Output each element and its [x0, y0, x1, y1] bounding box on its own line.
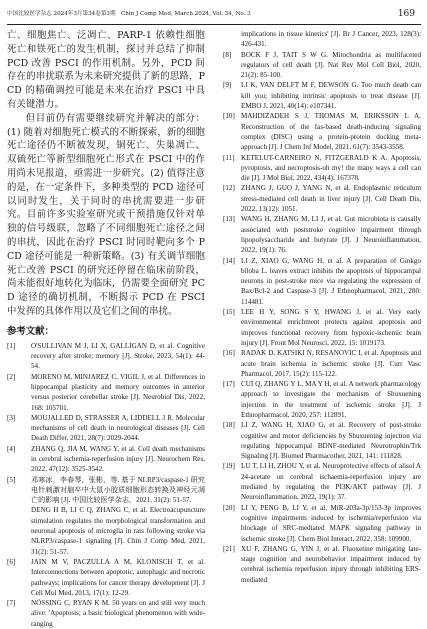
reference-text: O'SULLIVAN M J, LI X, GALLIGAN D, et al. Cognitive recovery after stroke; memory [J]. Stroke, 2023, 54(1): 44-54. — [31, 341, 205, 371]
reference-text: MORENO M, MINJAREZ C, VIGIL J, et al. Differences in hippocampal plasticity and memory outcomes in anterior versus posterior cerebellar stroke [J]. Neurobiol Dis, 2022, 168: 105701. — [31, 372, 205, 412]
reference-number: [14] — [223, 256, 235, 265]
reference-item — [223, 80, 421, 111]
reference-number: [1] — [7, 341, 16, 350]
reference-list-right — [223, 29, 421, 585]
reference-text: LI Z, WANG H, XIAO G, et al. Recovery of post-stroke cognitive and motor deficiencies by Shuxuening injection via regulating hippocampal BDNF-mediated Neurotrophin/Trk Signaling [J]. Biomed Pharmacother, 2021, 141: 111828. — [241, 421, 421, 461]
issue-info-zh: 2024年3月第34卷第3期 — [53, 11, 116, 17]
reference-text: RADAK D, KATSIKI N, RESANOVIC I, et al. Apoptosis and acute brain ischemia in ischemic stroke [J]. Curr Vasc Pharmacol, 2017, 15(2): 115-122. — [241, 349, 421, 378]
reference-item — [223, 153, 421, 184]
reference-text: ZHANG Q, JIA M, WANG Y, et al. Cell death mechanisms in cerebral ischemia-reperfusion injury [J]. Neurochem Res, 2022, 47(12): 3525-3542. — [31, 444, 205, 474]
reference-item — [223, 111, 421, 152]
reference-item — [223, 307, 421, 348]
right-column — [223, 29, 421, 585]
body-paragraph: 亡、细胞焦亡、泛凋亡、PARP-1 依赖性细胞死亡和铁死亡的发生机制，探讨并总结了抑制 PCD 改善 PSCI 的作用机制。另外，PCD 间存在的串扰联系为未来研究提供了新的思路，PCD 的精确调控可能是未来在治疗 PSCI 中具有关键潜力。 — [7, 30, 205, 110]
reference-text: ZHANG J, GUO J, YANG N, et al. Endoplasmic reticulum stress-mediated cell death in liver injury [J]. Cell Death Dis, 2022, 13(12): 1051. — [241, 184, 421, 214]
reference-number: [7] — [7, 599, 16, 608]
reference-item — [7, 444, 205, 475]
reference-text: MAHDIZADEH S J, THOMAS M, ERIKSSON L A. Reconstruction of the fas-based death-inducing signaling complex (DISC) using a protein-protein docking meta-approach [J]. J Chem Inf Model, 2021, 61(7): 3543-3558. — [241, 112, 421, 152]
reference-number: [21] — [223, 544, 235, 553]
reference-text: BOCK F J, TAIT S W G. Mitochondria as multifaceted regulators of cell death [J]. Nat Rev Mol Cell Biol, 2020, 21(2): 85-100. — [241, 50, 421, 80]
reference-item — [223, 214, 421, 255]
body-text — [7, 29, 205, 319]
reference-number: [9] — [223, 81, 232, 90]
reference-number: [12] — [223, 184, 235, 193]
reference-text: WANG H, ZHANG M, LI J, et al. Gut microbiota is causally associated with poststroke cognitive impairment through lipopolysaccharide and butyrate [J]. J Neuroinflammation, 2022, 19(1): 76. — [241, 215, 421, 255]
reference-text: KETELUT-CARNEIRO N, FITZGERALD K A. Apoptosis, pyroptosis, and necroptosis-oh my! the many ways a cell can die [J]. J Mol Biol, 2022, 434(4): 167378. — [241, 153, 421, 183]
reference-number: [17] — [223, 380, 235, 389]
reference-number: [10] — [223, 112, 235, 121]
reference-number: [20] — [223, 503, 235, 512]
body-paragraph: 但目前仍有需要继续研究并解决的部分：(1) 随着对细胞死亡模式的不断探索，新的细胞死亡途径仍不断被发现，铜死亡、失巢凋亡、双硫死亡等新型细胞死亡形式在 PSCI 中的作用尚未见报道，亟需进一步研究。(2) 值得注意的是，在一定条件下，多种类型的 PCD 途径可以同时发生，关于同时的串扰需要进一步研究。目前许多实验室研究或干预措施仅针对单独的信号级联，忽略了不同细胞死亡途径之间的串扰，因此在治疗 PSCI 时同时靶向多个 PCD 途径可能是一种新策略。(3) 有关调节细胞死亡改善 PSCI 的研究还停留在临床前阶段，尚未能很好地转化为临床，仍需要全面研究 PCD 途径的确切机制，不断揭示 PCD 在 PSCI 中发挥的具体作用以及它们之间的串扰。 — [7, 112, 206, 317]
reference-item — [7, 413, 205, 444]
reference-text: LU T, LI H, ZHOU Y, et al. Neuroprotective effects of alisol A 24-acetate on cerebral ischaemia-reperfusion injury are mediated by regulating the PI3K/AKT pathway [J]. J Neuroinflammation, 2022, 19(1): 37. — [241, 462, 421, 502]
reference-item — [223, 503, 421, 544]
journal-title-zh: 中国比较医学杂志 — [7, 11, 52, 17]
reference-item — [223, 348, 421, 379]
reference-item — [7, 475, 205, 506]
reference-number: [19] — [223, 462, 235, 471]
reference-item — [7, 341, 205, 372]
reference-text: CUI Q, ZHANG Y L, MA Y H, et al. A network pharmacology approach to investigate the mechanism of Shuxuening injection in the treatment of ischemic stroke [J]. J Ethnopharmacol, 2020, 257: 112891. — [241, 380, 421, 419]
reference-item — [223, 50, 421, 81]
reference-item — [7, 505, 205, 556]
reference-text: JAIN M V, PACZULLA A M, KLONISCH T, et al. Interconnections between apoptotic, autophagic and necrotic pathways; implications for cancer therapy development [J]. J Cell Mol Med, 2013, 17(1): 12-29. — [31, 557, 205, 597]
reference-item — [223, 379, 421, 420]
page-number: 169 — [397, 9, 415, 19]
reference-text: XU F, ZHANG G, YIN J, et al. Fluoxetine mitigating late-stage cognition and neurobehavior impairment induced by cerebral ischemia reperfusion injury through inhibiting ERS-mediated — [241, 544, 421, 584]
reference-number: [5] — [7, 475, 16, 484]
reference-number: [13] — [223, 215, 235, 224]
reference-number: [15] — [223, 308, 235, 317]
left-column — [7, 29, 205, 629]
reference-text: LI Z, XIAO G, WANG H, et al. A preparation of Ginkgo biloba L. leaves extract inhibits the apoptosis of hippocampal neurons in post-stroke mice via regulating the expression of Bax/Bcl-2 and Caspase-3 [J]. J Ethnopharmacol, 2021, 280: 114481. — [241, 256, 421, 306]
running-header — [7, 8, 421, 20]
reference-text: LI Y, PENG B, LI Y, et al. MiR-203a-3p/153-3p improves cognitive impairments induced by ischemia/reperfusion via blockage of SRC-mediated MAPK signaling pathway in ischemic stroke [J]. Chem Biol Interact, 2022, 358: 109900. — [241, 503, 421, 543]
reference-item — [7, 557, 205, 598]
reference-item — [7, 598, 205, 629]
reference-text: implications in tissue kinetics' [J]. Br J Cancer, 2023, 128(3): 426-431. — [241, 30, 421, 49]
reference-number: [6] — [7, 557, 16, 566]
reference-text: LEE H Y, SONG S Y, HWANG J, et al. Very early environmental enrichment protects against apoptosis and improves functional recovery from hypoxic-ischemic brain injury [J]. Front Mol Neurosci, 2022, 15: 1019173. — [241, 308, 421, 347]
journal-title-en: Chin J Comp Med, March 2024, Vol. 34, No. 3 — [120, 11, 251, 17]
reference-text: LI K, VAN DELFT M F, DEWSON G. Too much death can kill you; inhibiting intrinsic apoptosis to treat disease [J]. EMBO J, 2021, 40(14): e107341. — [241, 81, 421, 111]
reference-item — [223, 420, 421, 461]
reference-number: [16] — [223, 349, 235, 358]
reference-item — [223, 544, 421, 585]
reference-item — [223, 461, 421, 502]
reference-text: MOUJALLED D, STRASSER A, LIDDELL J R. Molecular mechanisms of cell death in neurological diseases [J]. Cell Death Differ, 2021, 28(7): 2029-2044. — [31, 413, 205, 443]
reference-text: DENG H B, LI C Q, ZHANG C, et al. Electroacupuncture stimulation regulates the morphological transformation and neuronal apoptosis of microglia in rats following stroke via NLRP3/caspase-1 signaling [J]. Chin J Comp Med, 2021, 31(2): 51-57. — [31, 506, 205, 556]
reference-list-left — [7, 341, 205, 629]
reference-item — [7, 372, 205, 413]
reference-number: [2] — [7, 372, 16, 381]
reference-number: [11] — [223, 153, 235, 162]
reference-number: [4] — [7, 444, 16, 453]
reference-number: [3] — [7, 413, 16, 422]
reference-text: 邓寒冰，李春琴，张彬，等. 基于 NLRP3/caspase-1 研究电针刺激对脑卒中大鼠小胶质细胞形态转换及神经元凋亡的影响 [J]. 中国比较医学杂志，2021, 31(2): 51-57. — [31, 475, 205, 505]
references-heading: 参考文献： — [7, 325, 54, 337]
reference-item — [223, 29, 421, 50]
reference-text: NÖSSING C, RYAN K M. 50 years on and still very much alive: 'Apoptosis; a basic biological phenomenon with wide-ranging — [31, 599, 205, 628]
header-rule — [7, 24, 421, 25]
reference-item — [223, 256, 421, 307]
reference-number: [18] — [223, 421, 235, 430]
reference-item — [223, 183, 421, 214]
reference-number: [8] — [223, 50, 232, 59]
